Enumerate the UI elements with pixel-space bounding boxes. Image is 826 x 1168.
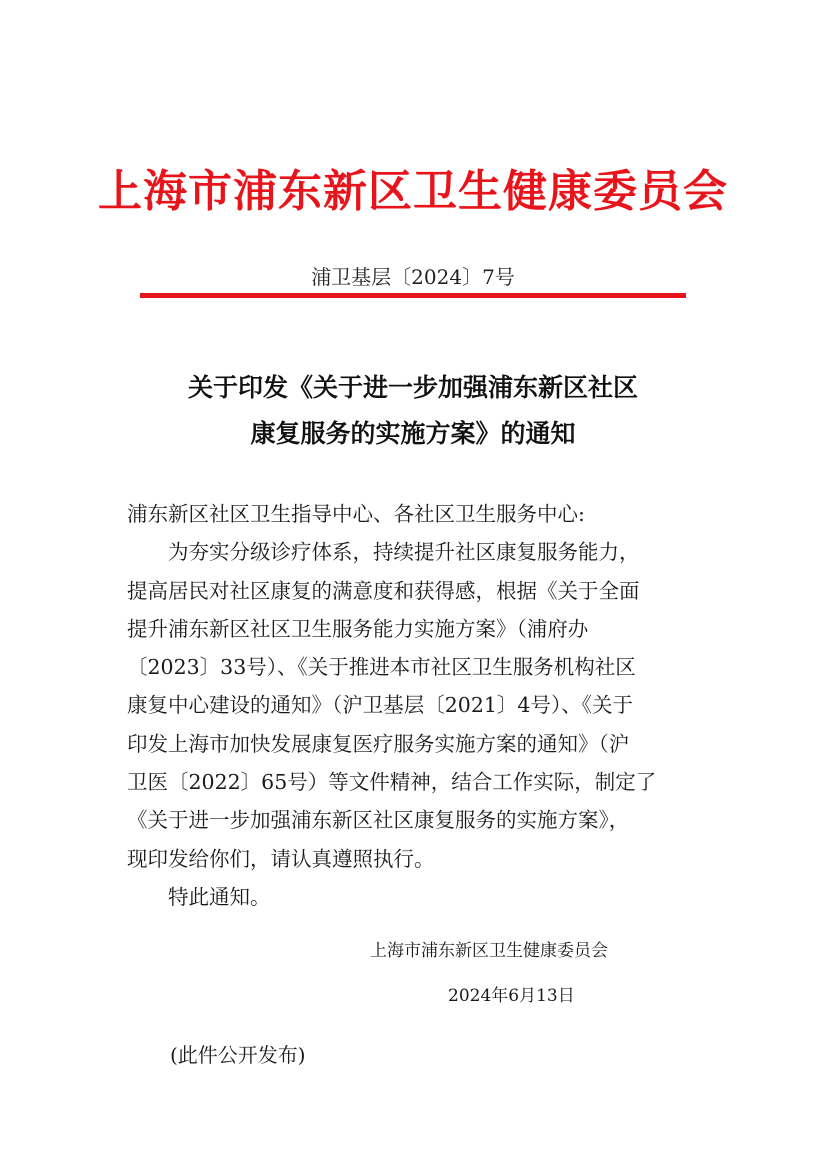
body-line: 康复中心建设的通知》（沪卫基层〔2021〕4号）、《关于	[127, 693, 633, 718]
public-release-note: (此件公开发布)	[170, 1043, 306, 1067]
red-divider-line	[140, 293, 686, 298]
body-line: 卫医〔2022〕65号）等文件精神，结合工作实际，制定了	[127, 770, 657, 795]
body-line: 为夯实分级诊疗体系，持续提升社区康复服务能力，	[168, 540, 640, 565]
body-line: 提升浦东新区社区卫生服务能力实施方案》（浦府办	[127, 616, 589, 641]
document-title	[0, 365, 826, 457]
title-line-2: 康复服务的实施方案》的通知	[250, 419, 576, 448]
body-line: 印发上海市加快发展康复医疗服务实施方案的通知》（沪	[127, 731, 630, 756]
addressee-line: 浦东新区社区卫生指导中心、各社区卫生服务中心:	[127, 502, 585, 526]
title-line-1: 关于印发《关于进一步加强浦东新区社区	[187, 373, 638, 402]
document-number: 浦卫基层〔2024〕7号	[311, 265, 515, 289]
body-line: 现印发给你们，请认真遵照执行。	[127, 846, 435, 871]
document-body	[127, 495, 699, 916]
body-line: 《关于进一步加强浦东新区社区康复服务的实施方案》，	[127, 808, 630, 833]
signature-date: 2024年6月13日	[448, 986, 575, 1006]
body-line: 提高居民对社区康复的满意度和获得感，根据《关于全面	[127, 578, 640, 603]
issuing-organization-header: 上海市浦东新区卫生健康委员会	[98, 166, 728, 217]
closing-line: 特此通知。	[168, 884, 271, 909]
body-line: 〔2023〕33号）、《关于推进本市社区卫生服务机构社区	[127, 655, 636, 680]
signature-organization: 上海市浦东新区卫生健康委员会	[370, 941, 608, 961]
